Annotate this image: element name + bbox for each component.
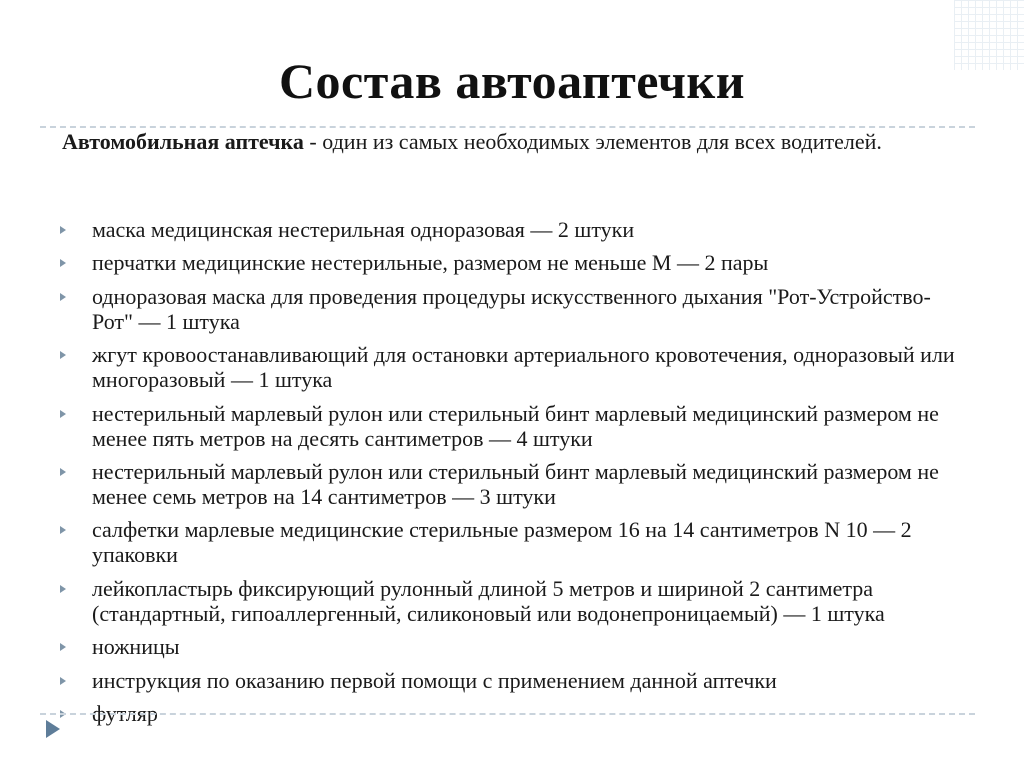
intro-paragraph — [62, 128, 942, 155]
intro-text: - один из самых необходимых элементов для всех водителей. — [303, 129, 882, 154]
list-item — [58, 401, 958, 451]
list-item-text: салфетки марлевые медицинские стерильные размером 16 на 14 сантиметров N 10 — 2 упаковки — [92, 517, 912, 568]
list-item — [58, 576, 958, 626]
list-item — [58, 517, 958, 567]
list-item-text: ножницы — [92, 634, 180, 660]
bullet-arrow-icon — [60, 643, 66, 651]
bullet-arrow-icon — [60, 410, 66, 418]
bullet-arrow-icon — [60, 585, 66, 593]
list-item — [58, 250, 958, 275]
bullet-arrow-icon — [60, 293, 66, 301]
list-item-text: маска медицинская нестерильная одноразовая — 2 штуки — [92, 217, 635, 242]
bullet-arrow-icon — [60, 226, 66, 234]
list-item-text: лейкопластырь фиксирующий рулонный длиной 5 метров и шириной 2 сантиметра (стандартный, гипоаллергенный, силиконовый или водонепроницаемый) — 1 штука — [92, 575, 885, 626]
list-item — [58, 459, 958, 509]
bullet-arrow-icon — [60, 677, 66, 685]
bullet-arrow-icon — [60, 468, 66, 476]
kit-items-list — [58, 217, 958, 734]
list-item — [58, 634, 958, 659]
slide-title: Состав автоаптечки — [278, 53, 746, 109]
bullet-arrow-icon — [60, 526, 66, 534]
list-item-text: нестерильный марлевый рулон или стерильный бинт марлевый медицинский размером не менее семь метров на 14 сантиметров — 3 штуки — [92, 458, 939, 509]
list-item-text: нестерильный марлевый рулон или стерильный бинт марлевый медицинский размером не менее пять метров на десять сантиметров — 4 штуки — [92, 400, 939, 451]
slide-marker-arrow-icon — [46, 720, 60, 738]
list-item-text: инструкция по оказанию первой помощи с применением данной аптечки — [92, 667, 777, 693]
bullet-arrow-icon — [60, 351, 66, 359]
intro-bold-term: Автомобильная аптечка — [62, 129, 304, 154]
list-item-text: футляр — [92, 700, 158, 726]
list-item — [58, 342, 958, 392]
list-item — [58, 217, 958, 242]
list-item — [58, 284, 958, 334]
list-item-text: перчатки медицинские нестерильные, размером не меньше М — 2 пары — [92, 250, 769, 276]
list-item-text: одноразовая маска для проведения процедуры искусственного дыхания "Рот-Устройство-Рот" — 1 штука — [92, 283, 931, 334]
bullet-arrow-icon — [60, 259, 66, 267]
list-item-text: жгут кровоостанавливающий для остановки артериального кровотечения, одноразовый или многоразовый — 1 штука — [92, 342, 955, 393]
bottom-divider — [40, 713, 975, 715]
list-item — [58, 668, 958, 693]
